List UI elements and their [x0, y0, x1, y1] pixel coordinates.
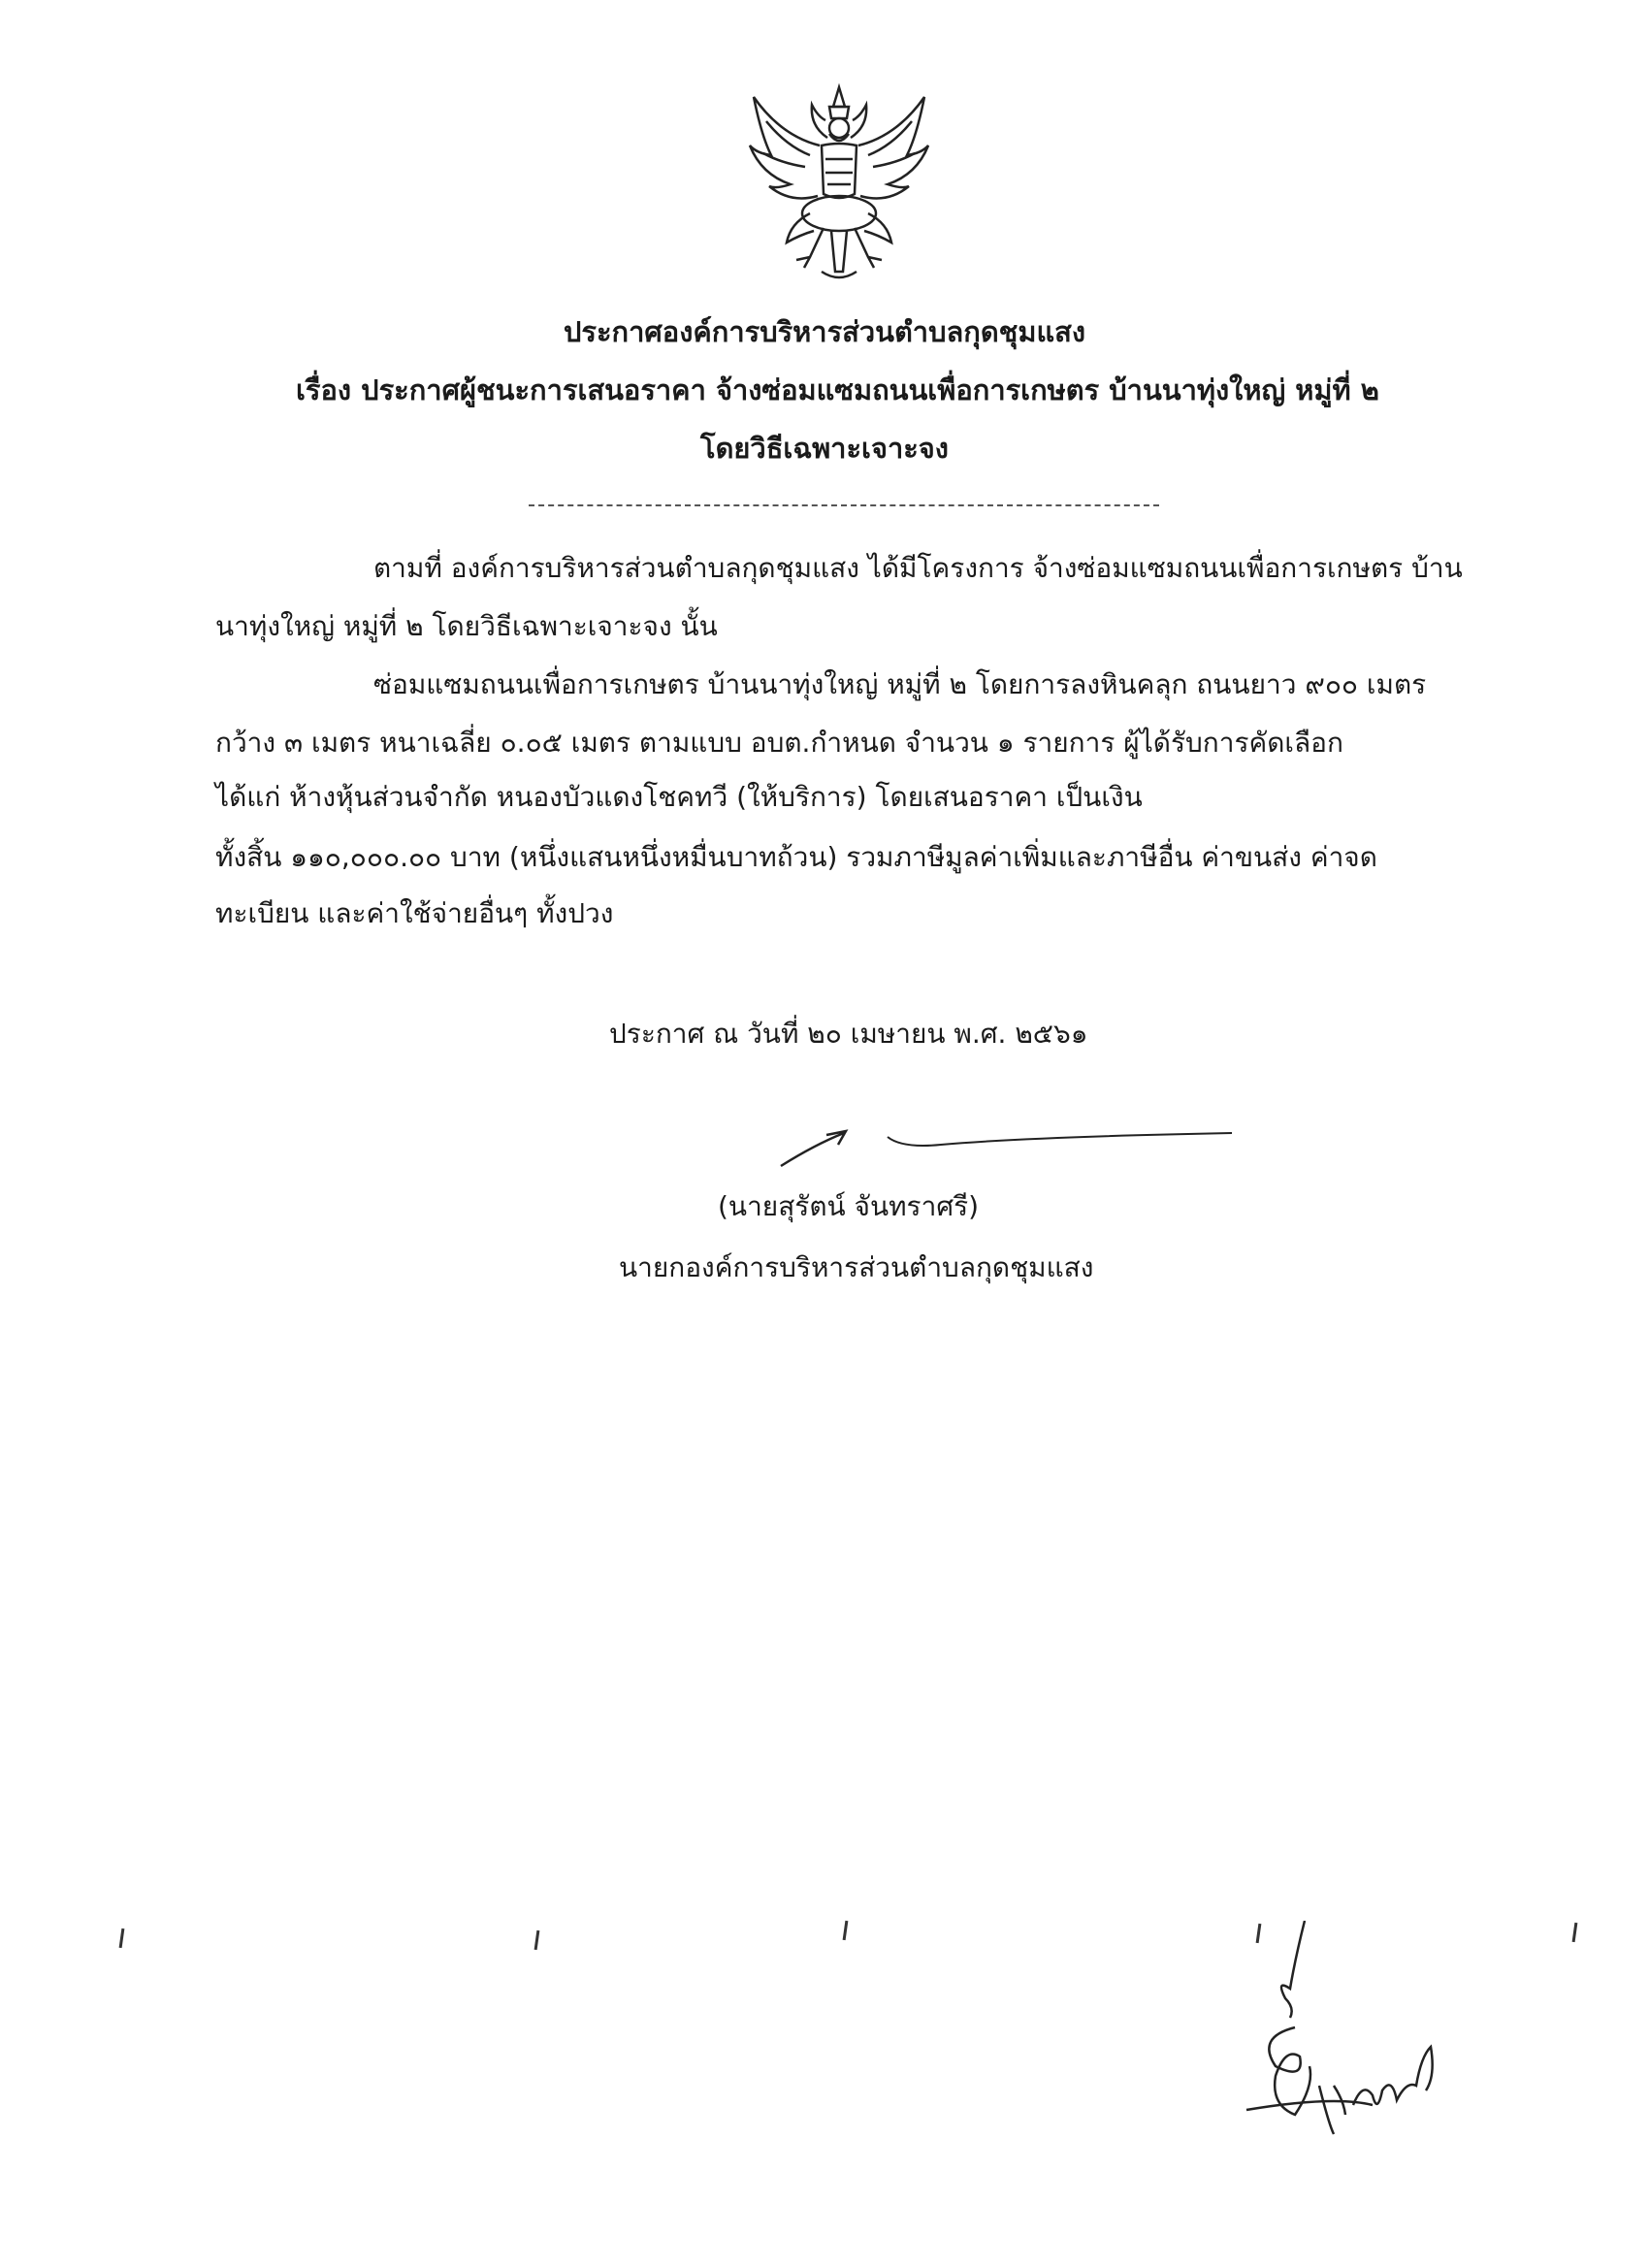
paragraph-2-line-3: ได้แก่ ห้างหุ้นส่วนจำกัด หนองบัวแดงโชคทวี (ให้บริการ) โดยเสนอราคา เป็นเงิน	[215, 781, 1143, 813]
paragraph-1-line-2: นาทุ่งใหญ่ หมู่ที่ ๒ โดยวิธีเฉพาะเจาะจง นั้น	[215, 610, 718, 642]
signatory-name: (นายสุรัตน์ จันทราศรี)	[718, 1190, 980, 1222]
announcement-date: ประกาศ ณ วันที่ ๒๐ เมษายน พ.ศ. ๒๕๖๑	[609, 1018, 1088, 1050]
initials-signature	[1237, 1921, 1489, 2154]
paragraph-2-line-5: ทะเบียน และค่าใช้จ่ายอื่นๆ ทั้งปวง	[215, 897, 614, 929]
garuda-emblem-icon	[742, 78, 936, 286]
divider-line	[529, 504, 1159, 506]
paragraph-2-line-2: กว้าง ๓ เมตร หนาเฉลี่ย ๐.๐๕ เมตร ตามแบบ อบต.กำหนด จำนวน ๑ รายการ ผู้ได้รับการคัดเลือก	[215, 727, 1343, 759]
scan-mark	[534, 1930, 540, 1950]
scan-mark	[1572, 1923, 1578, 1942]
paragraph-2-line-4: ทั้งสิ้น ๑๑๐,๐๐๐.๐๐ บาท (หนึ่งแสนหนึ่งหมื่นบาทถ้วน) รวมภาษีมูลค่าเพิ่มและภาษีอื่น ค่าขนส่ง ค่าจด	[215, 841, 1377, 873]
announcement-subject: เรื่อง ประกาศผู้ชนะการเสนอราคา จ้างซ่อมแซมถนนเพื่อการเกษตร บ้านนาทุ่งใหญ่ หมู่ที่ ๒	[296, 373, 1379, 406]
handwritten-signature	[776, 1116, 1242, 1174]
scan-mark	[119, 1928, 125, 1948]
paragraph-2-line-1: ซ่อมแซมถนนเพื่อการเกษตร บ้านนาทุ่งใหญ่ หมู่ที่ ๒ โดยการลงหินคลุก ถนนยาว ๙๐๐ เมตร	[373, 668, 1427, 700]
signatory-position: นายกองค์การบริหารส่วนตำบลกุดชุมแสง	[619, 1251, 1094, 1283]
paragraph-1-line-1: ตามที่ องค์การบริหารส่วนตำบลกุดชุมแสง ได้มีโครงการ จ้างซ่อมแซมถนนเพื่อการเกษตร บ้าน	[373, 552, 1463, 584]
procurement-method: โดยวิธีเฉพาะเจาะจง	[700, 432, 949, 465]
announcement-title: ประกาศองค์การบริหารส่วนตำบลกุดชุมแสง	[563, 315, 1085, 348]
scan-mark	[843, 1921, 849, 1940]
